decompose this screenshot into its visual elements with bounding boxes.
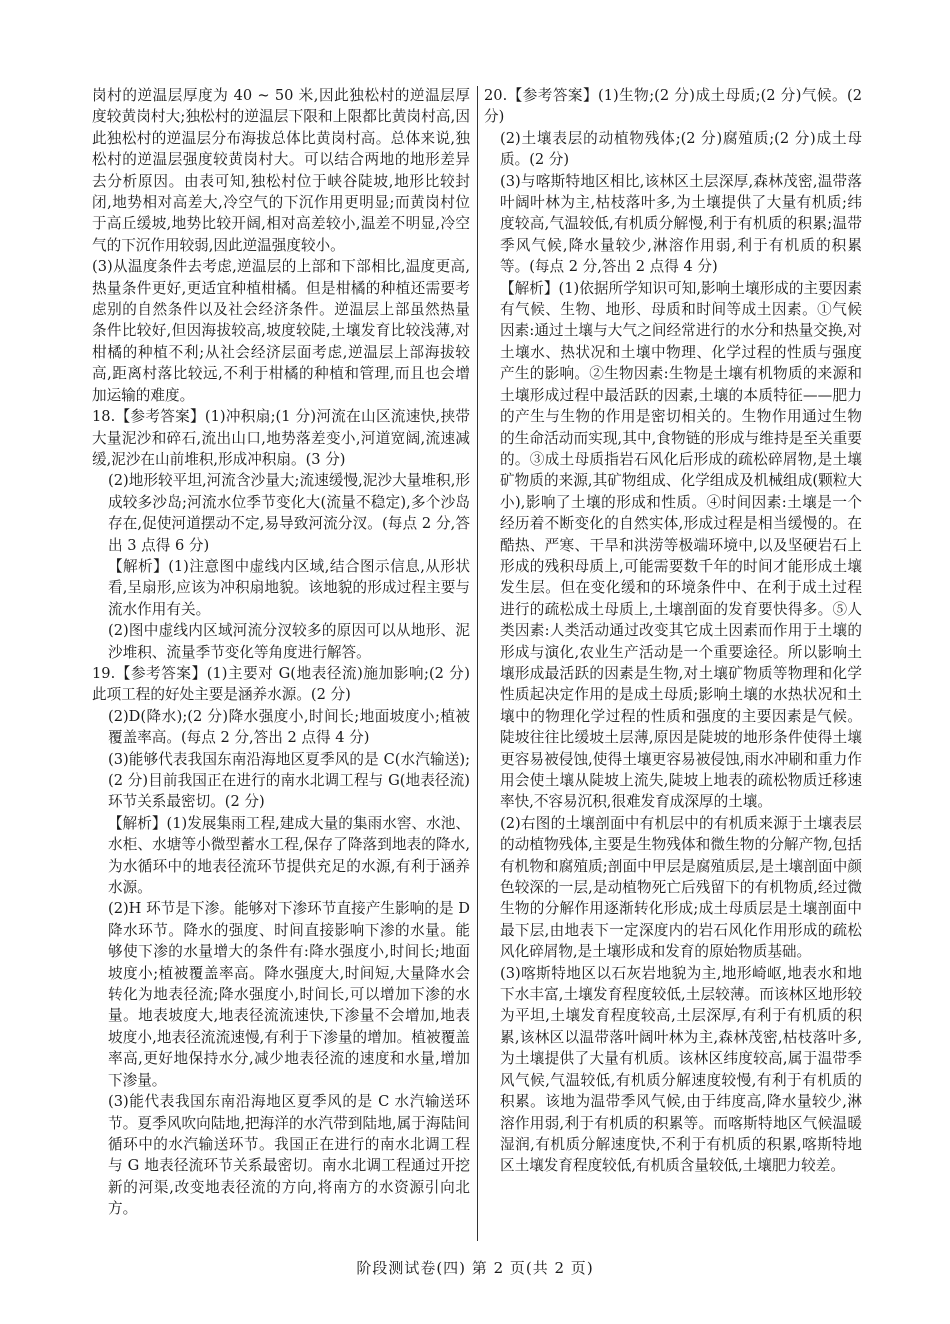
q19-para: (3)能够代表我国东南沿海地区夏季风的是 C(水汽输送);(2 分)目前我国正在进行的南水北调工程与 G(地表径流)环节关系最密切。(2 分) bbox=[108, 750, 470, 811]
q19-para: (2)D(降水);(2 分)降水强度小,时间长;地面坡度小;植被覆盖率高。(每点 2 分,答出 2 点得 4 分) bbox=[108, 707, 470, 747]
q19-para: 【解析】(1)发展集雨工程,建成大量的集雨水窖、水池、水柜、水塘等小微型蓄水工程,保存了降落到地表的降水,为水循环中的地表径流环节提供充足的水源,有利于涵养水源。 bbox=[108, 814, 470, 897]
q20-para: (3)喀斯特地区以石灰岩地貌为主,地形崎岖,地表水和地下水丰富,土壤发育程度较低,土层较薄。而该林区地形较为平坦,土壤发育程度较高,土层深厚,有利于有机质的积累,该林区以温带落叶阔叶林为主,森林茂密,枯枝落叶多,为土壤提供了大量有机质。该林区纬度较高,属于温带季风气候,气温较低,有机质分解速度较慢,有利于有机质的积累。该地为温带季风气候,由于纬度高,降水量较少,淋溶作用弱,利于有机质的积累等。而喀斯特地区气候温暖湿润,有机质分解速度快,不利于有机质的积累,喀斯特地区土壤发育程度较低,有机质含量较低,土壤肥力较差。 bbox=[500, 964, 862, 1175]
q19-para: (2)H 环节是下渗。能够对下渗环节直接产生影响的是 D 降水环节。降水的强度、时间直接影响下渗的水量。能够使下渗的水量增大的条件有:降水强度小,时间长;地面坡度小;植被覆盖率高。降水强度大,时间短,大量降水会转化为地表径流;降水强度小,时间长,可以增加下渗的水量。地表坡度大,地表径流流速快,下渗量不会增加,地表坡度小,地表径流流速慢,有利于下渗量的增加。植被覆盖率高,更好地保持水分,减少地表径流的速度和水量,增加下渗量。 bbox=[108, 900, 470, 1089]
q17-continued-para-2: (3)从温度条件去考虑,逆温层的上部和下部相比,温度更高,热量条件更好,更适宜种植柑橘。但是柑橘的种植还需要考虑别的自然条件以及社会经济条件。逆温层上部虽然热量条件比较好,但因海拔较高,坡度较陡,土壤发育比较浅薄,对柑橘的种植不利;从社会经济层面考虑,逆温层上部海拔较高,距离村落比较远,不利于柑橘的种植和管理,而且也会增加运输的难度。 bbox=[92, 258, 470, 404]
q20-reference-answer: 【参考答案】(1)生物;(2 分)成土母质;(2 分)气候。(2 分) bbox=[484, 87, 862, 126]
page-footer: 阶段测试卷(四) 第 2 页(共 2 页) bbox=[356, 1259, 594, 1277]
q20-para: (2)右图的土壤剖面中有机层中的有机质来源于土壤表层的动植物残体,主要是生物残体和微生物的分解产物,包括有机物和腐殖质;剖面中甲层是腐殖质层,是土壤剖面中颜色较深的一层,是动植物死亡后残留下的有机物质,经过微生物的分解作用逐渐转化形成;成土母质层是土壤剖面中最下层,由地表下一定深度内的岩石风化作用形成的疏松风化碎屑物,是土壤形成和发育的原始物质基础。 bbox=[500, 814, 862, 961]
q20-para: (2)土壤表层的动植物残体;(2 分)腐殖质;(2 分)成土母质。(2 分) bbox=[500, 129, 862, 169]
q17-continued-para-1: 岗村的逆温层厚度为 40 ~ 50 米,因此独松村的逆温层厚度较黄岗村大;独松村的逆温层下限和上限都比黄岗村高,因此独松村的逆温层分布海拔总体比黄岗村高。总体来说,独松村的逆温层强度较黄岗村大。可以结合两地的地形差异去分析原因。由表可知,独松村位于峡谷陡坡,地形比较封闭,地势相对高差大,冷空气的下沉作用更明显;而黄岗村位于高丘缓坡,地势比较开阔,相对高差较小,温差不明显,冷空气的下沉作用较弱,因此逆温强度较小。 bbox=[92, 87, 470, 254]
right-column bbox=[484, 85, 862, 1177]
q19-number: 19. bbox=[92, 664, 116, 682]
column-divider bbox=[477, 86, 478, 1241]
q20-answer-heading bbox=[484, 85, 862, 128]
q20-number: 20. bbox=[484, 87, 508, 104]
q18-para: 【解析】(1)注意图中虚线内区域,结合图示信息,从形状看,呈扇形,应该为冲积扇地貌。该地貌的形成过程主要与流水作用有关。 bbox=[108, 557, 470, 618]
q18-answer-heading bbox=[92, 406, 470, 470]
q18-number: 18. bbox=[92, 408, 116, 426]
q19-answer-heading bbox=[92, 663, 470, 706]
q20-para: 【解析】(1)依据所学知识可知,影响土壤形成的主要因素有气候、生物、地形、母质和时间等成土因素。①气候因素:通过土壤与大气之间经常进行的水分和热量交换,对土壤水、热状况和土壤中物理、化学过程的性质与强度产生的影响。②生物因素:生物是土壤有机物质的来源和土壤形成过程中最活跃的因素,土壤的本质特征——肥力的产生与生物的作用是密切相关的。生物作用通过生物的生命活动而实现,其中,食物链的形成与维持是至关重要的。③成土母质指岩石风化后形成的疏松碎屑物,是土壤矿物质的来源,其矿物组成、化学组成及机械组成(颗粒大小),影响了土壤的形成和性质。④时间因素:土壤是一个经历着不断变化的自然实体,形成过程是相当缓慢的。在酷热、严寒、干旱和洪涝等极端环境中,以及坚硬岩石上形成的残积母质上,可能需要数千年的时间才能形成土壤发生层。但在变化缓和的环境条件中、在利于成土过程进行的疏松成土母质上,土壤剖面的发育要快得多。⑤人类因素:人类活动通过改变其它成土因素而作用于土壤的形成与演化,农业生产活动是一个重要途径。所以影响土壤形成最活跃的因素是生物,对土壤矿物质等物理和化学性质起决定作用的是成土母质;影响土壤的水热状况和土壤中的物理化学过程的性质和强度的主要因素是气候。陡坡往往比缓坡土层薄,原因是陡坡的地形条件使得土壤更容易被侵蚀,使得土壤更容易被侵蚀,雨水冲刷和重力作用会使土壤从陡坡上流失,陡坡上地表的疏松物质迁移速率快,不容易沉积,很难发育成深厚的土壤。 bbox=[500, 279, 862, 811]
q18-para: (2)图中虚线内区域河流分汊较多的原因可以从地形、泥沙堆积、流量季节变化等角度进行解答。 bbox=[108, 622, 470, 661]
q19-para: (3)能代表我国东南沿海地区夏季风的是 C 水汽输送环节。夏季风吹向陆地,把海洋的水汽带到陆地,属于海陆间循环中的水汽输送环节。我国正在进行的南水北调工程与 G 地表径流环节关系最密切。南水北调工程通过开挖新的河渠,改变地表径流的方向,将南方的水资源引向北方。 bbox=[108, 1093, 470, 1218]
q19-reference-answer: 【参考答案】(1)主要对 G(地表径流)施加影响;(2 分)此项工程的好处主要是涵养水源。(2 分) bbox=[92, 664, 470, 704]
q18-reference-answer: 【参考答案】(1)冲积扇;(1 分)河流在山区流速快,挟带大量泥沙和碎石,流出山口,地势落差变小,河道宽阔,流速减缓,泥沙在山前堆积,形成冲积扇。(3 分) bbox=[92, 408, 470, 468]
q18-para: (2)地形较平坦,河流含沙量大;流速缓慢,泥沙大量堆积,形成较多沙岛;河流水位季节变化大(流量不稳定),多个沙岛存在,促使河道摆动不定,易导致河流分汊。(每点 2 分,答出 3 点得 6 分) bbox=[108, 472, 470, 554]
left-column bbox=[92, 85, 470, 1220]
q20-para: (3)与喀斯特地区相比,该林区土层深厚,森林茂密,温带落叶阔叶林为主,枯枝落叶多,为土壤提供了大量有机质;纬度较高,气温较低,有机质分解慢,利于有机质的积累;温带季风气候,降水量较少,淋溶作用弱,利于有机质的积累等。(每点 2 分,答出 2 点得 4 分) bbox=[500, 172, 862, 276]
